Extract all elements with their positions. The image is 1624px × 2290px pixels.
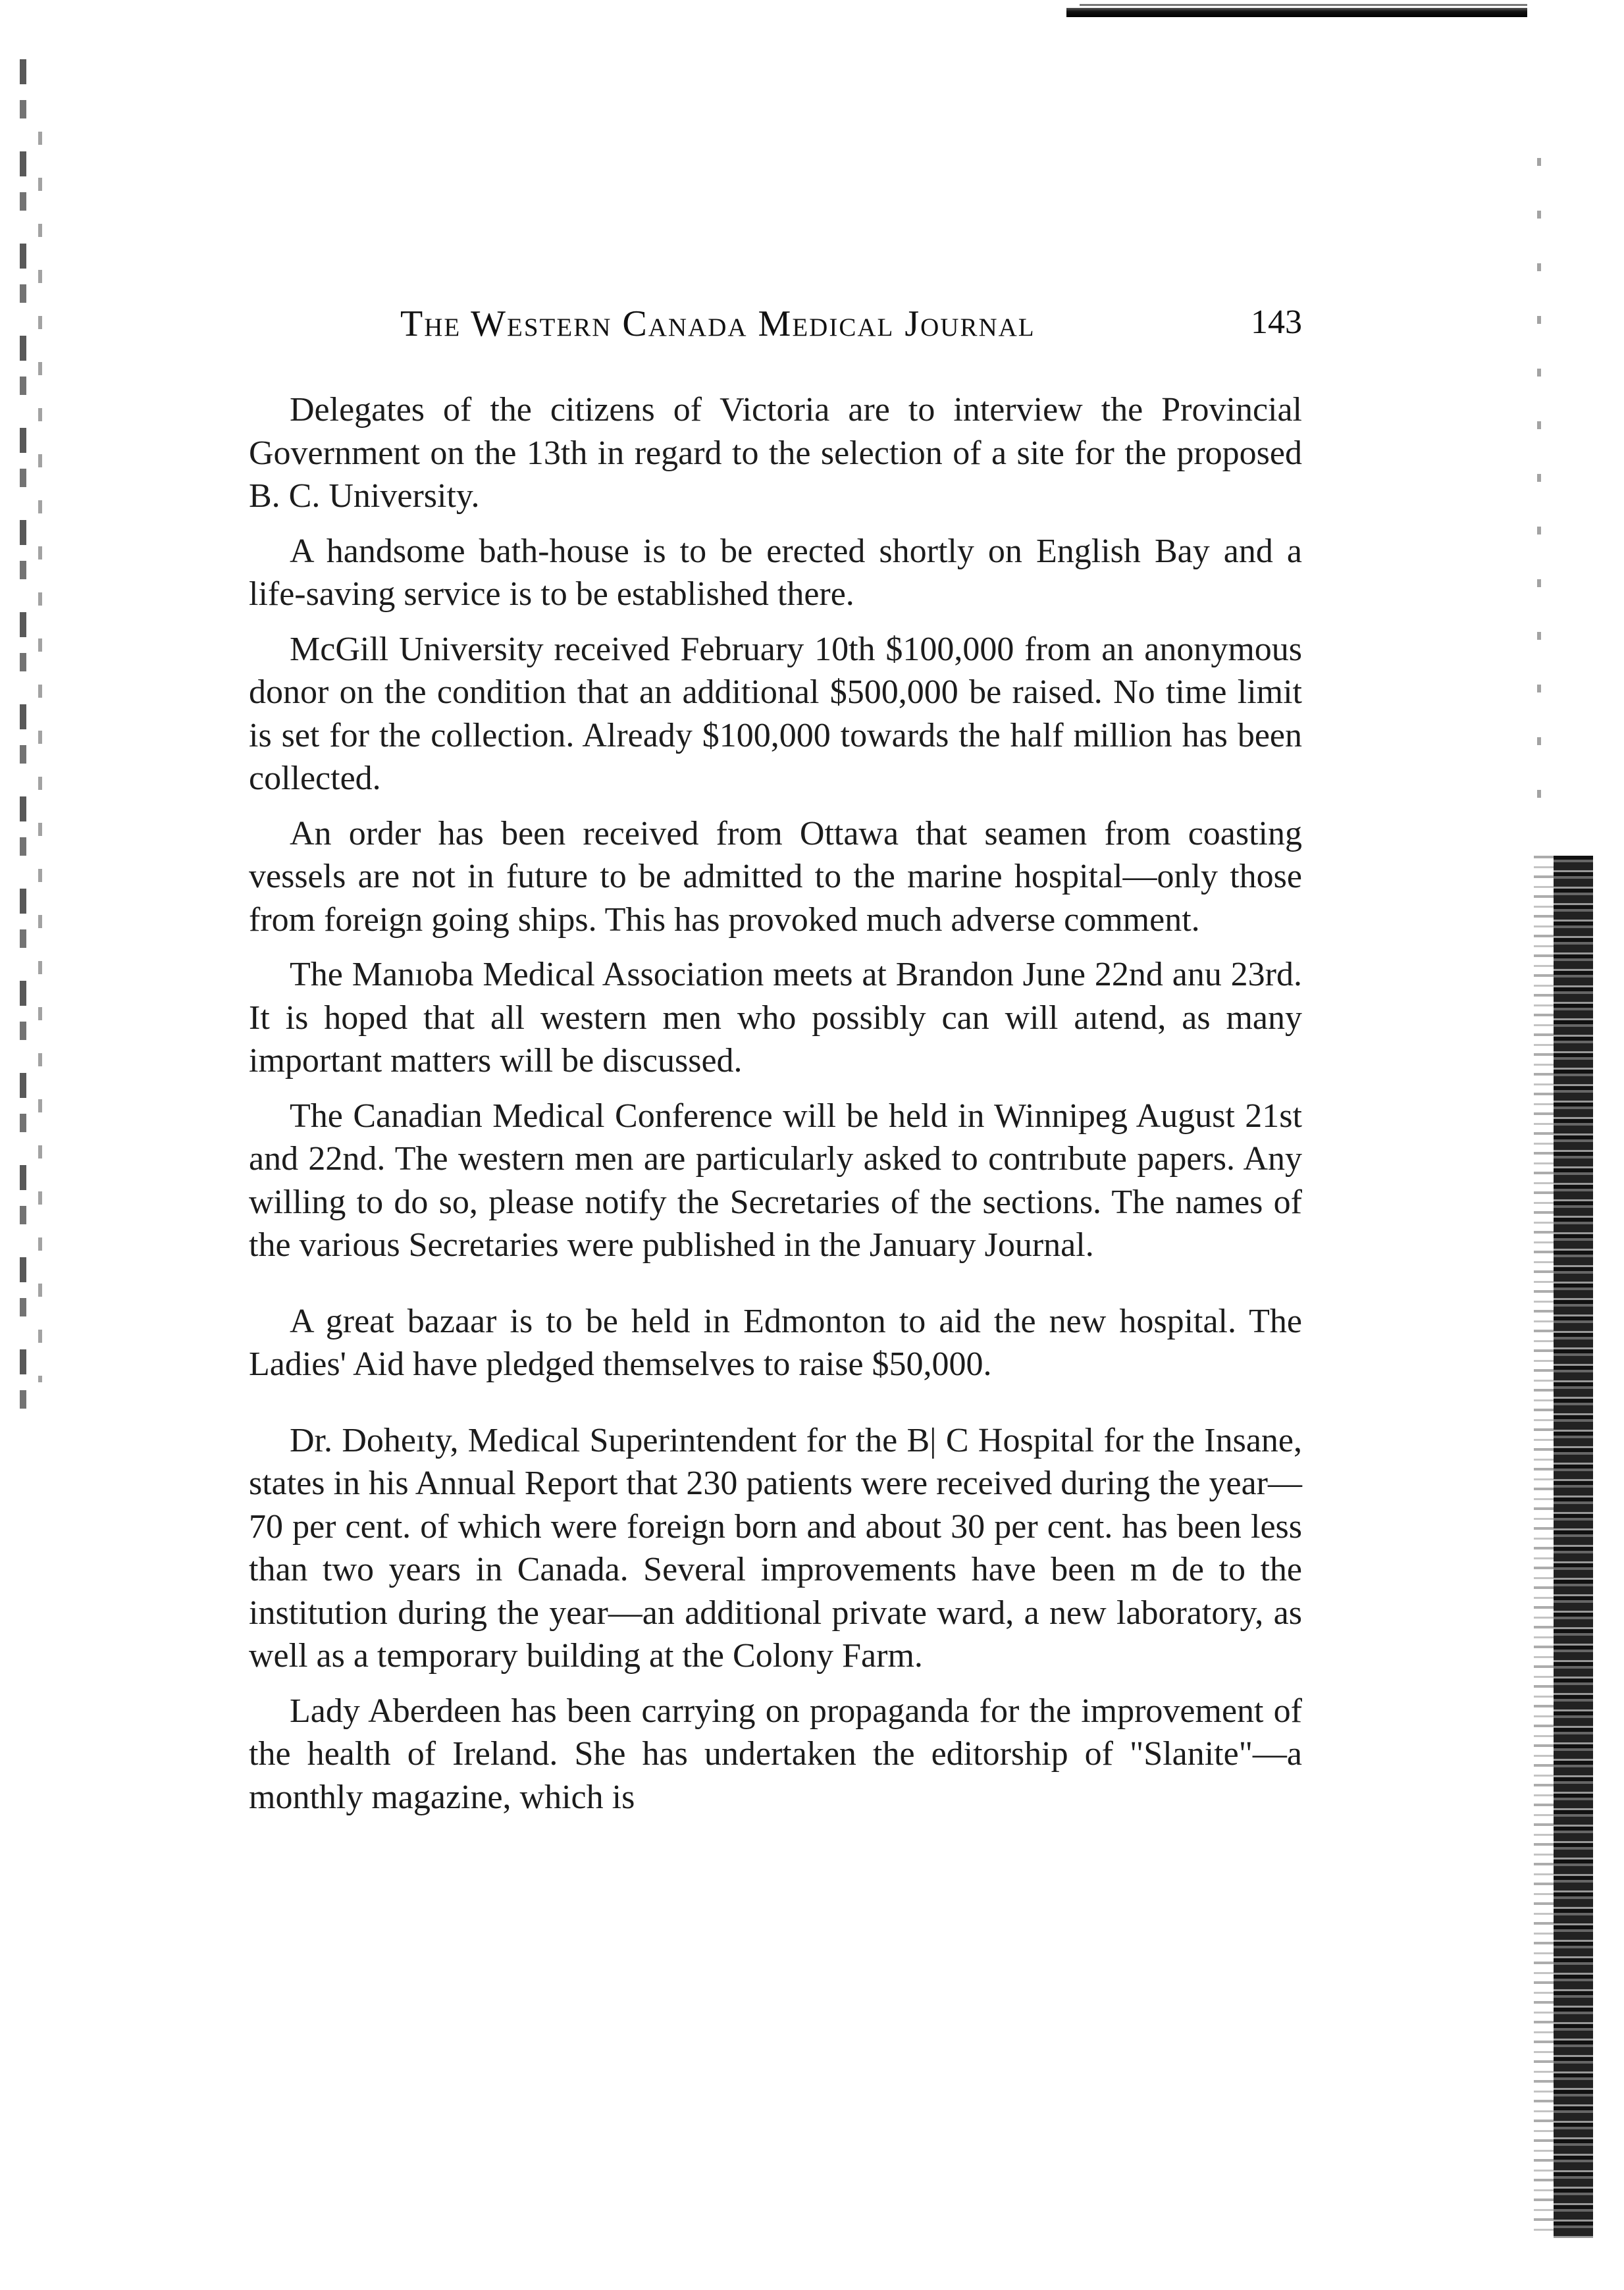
right-page-edge-artifact-light — [1534, 856, 1554, 2238]
running-title: The Western Canada Medical Journal — [400, 303, 1035, 344]
paragraph-doherty-report: Dr. Doheıty, Medical Superintendent for the B| C Hospital for the Insane, states in his Annual Report that 230 patients were received during the year—70 per cent. of which were foreign born and about 30 per cent. has been less than two years in Canada. Several improvements have been m de to the institution during the year—an additional private ward, a new laboratory, as well as a temporary building at the Colony Farm. — [249, 1421, 1302, 1675]
paragraph-english-bay: A handsome bath-house is to be erected shortly on English Bay and a life-saving service is to be established there. — [249, 532, 1302, 613]
left-page-edge-artifact-secondary — [38, 132, 42, 1382]
right-page-edge-artifact-upper — [1537, 158, 1541, 816]
left-page-edge-artifact — [20, 59, 26, 1442]
article-body — [249, 388, 1302, 1819]
journal-page — [249, 303, 1302, 1831]
paragraph-medical-conference: The Canadian Medical Conference will be held in Winnipeg August 21st and 22nd. The western men are particularly asked to contrıbute papers. Any willing to do so, please notify the Secretaries of the sections. The names of the various Secretaries were published in the January Journal. — [249, 1097, 1302, 1264]
right-page-edge-artifact — [1554, 856, 1593, 2238]
scan-edge-line — [1080, 4, 1527, 6]
running-head — [249, 303, 1302, 362]
paragraph-lady-aberdeen: Lady Aberdeen has been carrying on propaganda for the improvement of the health of Ireland. She has undertaken the editorship of "Slanite"—a monthly magazine, which is — [249, 1692, 1302, 1816]
paragraph-marine-hospital: An order has been received from Ottawa that seamen from coasting vessels are not in future to be admitted to the marine hospital—only those from foreign going ships. This has provoked much adverse comment. — [249, 814, 1302, 939]
paragraph-mcgill-donation: McGill University received February 10th $100,000 from an anonymous donor on the condition that an additional $500,000 be raised. No time limit is set for the collection. Already $100,000 towards the half million has been collected. — [249, 630, 1302, 797]
page-number: 143 — [1251, 303, 1302, 341]
paragraph-victoria-university: Delegates of the citizens of Victoria are to interview the Provincial Government on the 13th in regard to the selection of a site for the proposed B. C. University. — [249, 391, 1302, 515]
paragraph-edmonton-bazaar: A great bazaar is to be held in Edmonton to aid the new hospital. The Ladies' Aid have pledged themselves to raise $50,000. — [249, 1302, 1302, 1383]
paragraph-manitoba-association: The Manıoba Medical Association meets at Brandon June 22nd anu 23rd. It is hoped that all western men who possibly can will aıtend, as many important matters will be discussed. — [249, 956, 1302, 1080]
scan-edge-bar — [1066, 8, 1527, 17]
